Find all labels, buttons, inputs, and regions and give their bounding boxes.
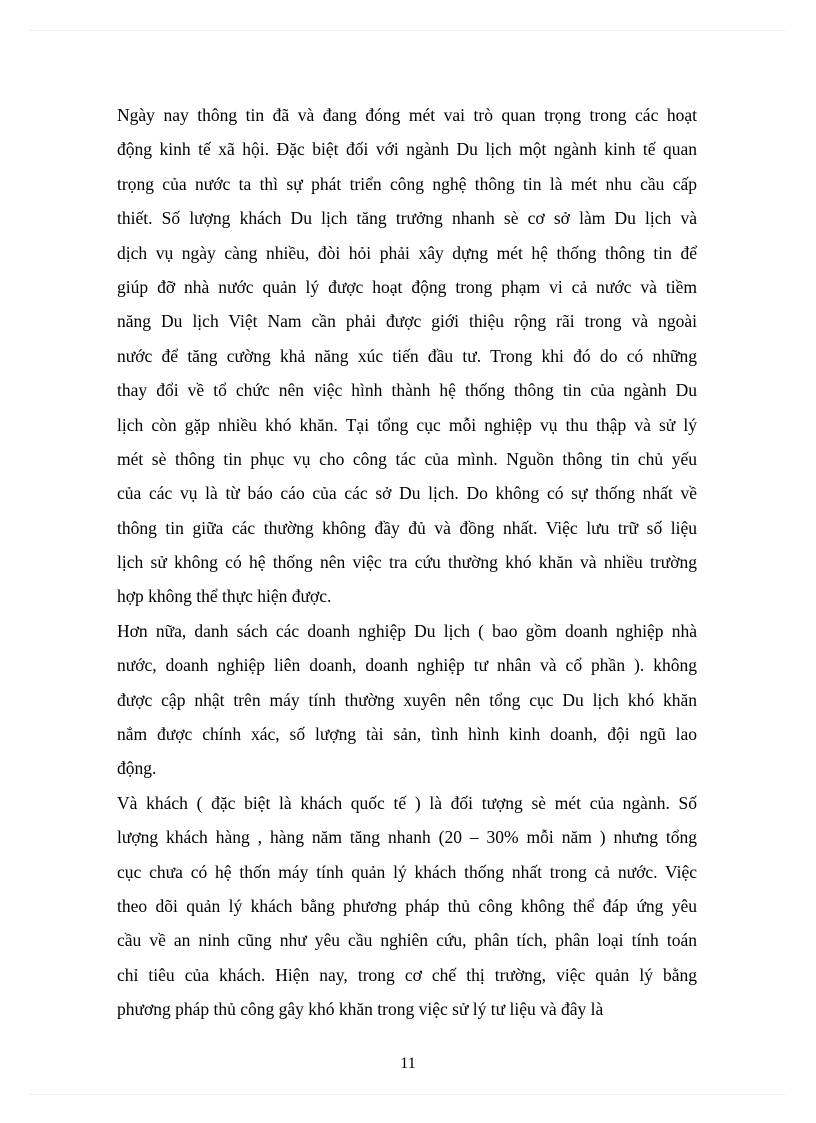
- text-line: giúp đỡ nhà nước quản lý được hoạt động trong phạm vi cả nước và tiềm: [117, 276, 697, 297]
- text-line: cục chưa có hệ thốn máy tính quản lý khách thống nhất trong cả nước. Việc: [117, 861, 697, 882]
- text-line: lượng khách hàng , hàng năm tăng nhanh (20 – 30% mỗi năm ) nhưng tổng: [117, 827, 697, 848]
- text-line: hợp không thể thực hiện được.: [117, 586, 332, 607]
- document-body: [117, 98, 697, 1027]
- text-line: được cập nhật trên máy tính thường xuyên nên tổng cục Du lịch khó khăn: [117, 689, 697, 710]
- text-line: lịch sử không có hệ thống nên việc tra cứu thường khó khăn và nhiều trường: [117, 552, 697, 573]
- text-line: mét sè thông tin phục vụ cho công tác của mình. Nguồn thông tin chủ yếu: [117, 448, 697, 469]
- paragraph-1: [117, 98, 697, 614]
- text-line: theo dõi quản lý khách bằng phương pháp thủ công không thể đáp ứng yêu: [117, 895, 697, 916]
- text-line: động.: [117, 758, 157, 779]
- text-line: dịch vụ ngày càng nhiều, đòi hỏi phải xây dựng mét hệ thống thông tin để: [117, 242, 697, 263]
- text-line: Và khách ( đặc biệt là khách quốc tế ) là đối tượng sè mét của ngành. Số: [117, 792, 697, 813]
- text-line: cầu về an ninh cũng như yêu cầu nghiên cứu, phân tích, phân loại tính toán: [117, 930, 697, 951]
- text-line: thay đổi về tổ chức nên việc hình thành hệ thống thông tin của ngành Du: [117, 380, 697, 401]
- paragraph-3: [117, 786, 697, 1027]
- text-line: Hơn nữa, danh sách các doanh nghiệp Du lịch ( bao gồm doanh nghiệp nhà: [117, 620, 697, 641]
- text-line: nước để tăng cường khả năng xúc tiến đầu tư. Trong khi đó do có những: [117, 345, 697, 366]
- paragraph-2: [117, 614, 697, 786]
- text-line: thiết. Số lượng khách Du lịch tăng trưởng nhanh sè cơ sở làm Du lịch và: [117, 208, 697, 229]
- text-line: năng Du lịch Việt Nam cần phải được giới thiệu rộng rãi trong và ngoài: [117, 311, 697, 332]
- text-line: thông tin giữa các thường không đầy đủ và đồng nhất. Việc lưu trữ số liệu: [117, 517, 697, 538]
- page-number: 11: [400, 1055, 416, 1072]
- text-line: chỉ tiêu của khách. Hiện nay, trong cơ chế thị trường, việc quản lý bằng: [117, 964, 697, 985]
- text-line: động kinh tế xã hội. Đặc biệt đối với ngành Du lịch một ngành kinh tế quan: [117, 139, 697, 160]
- text-line: Ngày nay thông tin đã và đang đóng mét vai trò quan trọng trong các hoạt: [117, 105, 697, 125]
- text-line: lịch còn gặp nhiều khó khăn. Tại tổng cục mỗi nghiệp vụ thu thập và sử lý: [117, 414, 697, 435]
- text-line: nắm được chính xác, số lượng tài sản, tình hình kinh doanh, đội ngũ lao: [117, 724, 697, 745]
- text-line: nước, doanh nghiệp liên doanh, doanh nghiệp tư nhân và cổ phần ). không: [117, 655, 697, 676]
- text-line: trọng của nước ta thì sự phát triển công nghệ thông tin là mét nhu cầu cấp: [117, 173, 697, 194]
- text-line: của các vụ là từ báo cáo của các sở Du lịch. Do không có sự thống nhất về: [117, 483, 697, 504]
- text-line: phương pháp thủ công gây khó khăn trong việc sử lý tư liệu và đây là: [117, 999, 604, 1020]
